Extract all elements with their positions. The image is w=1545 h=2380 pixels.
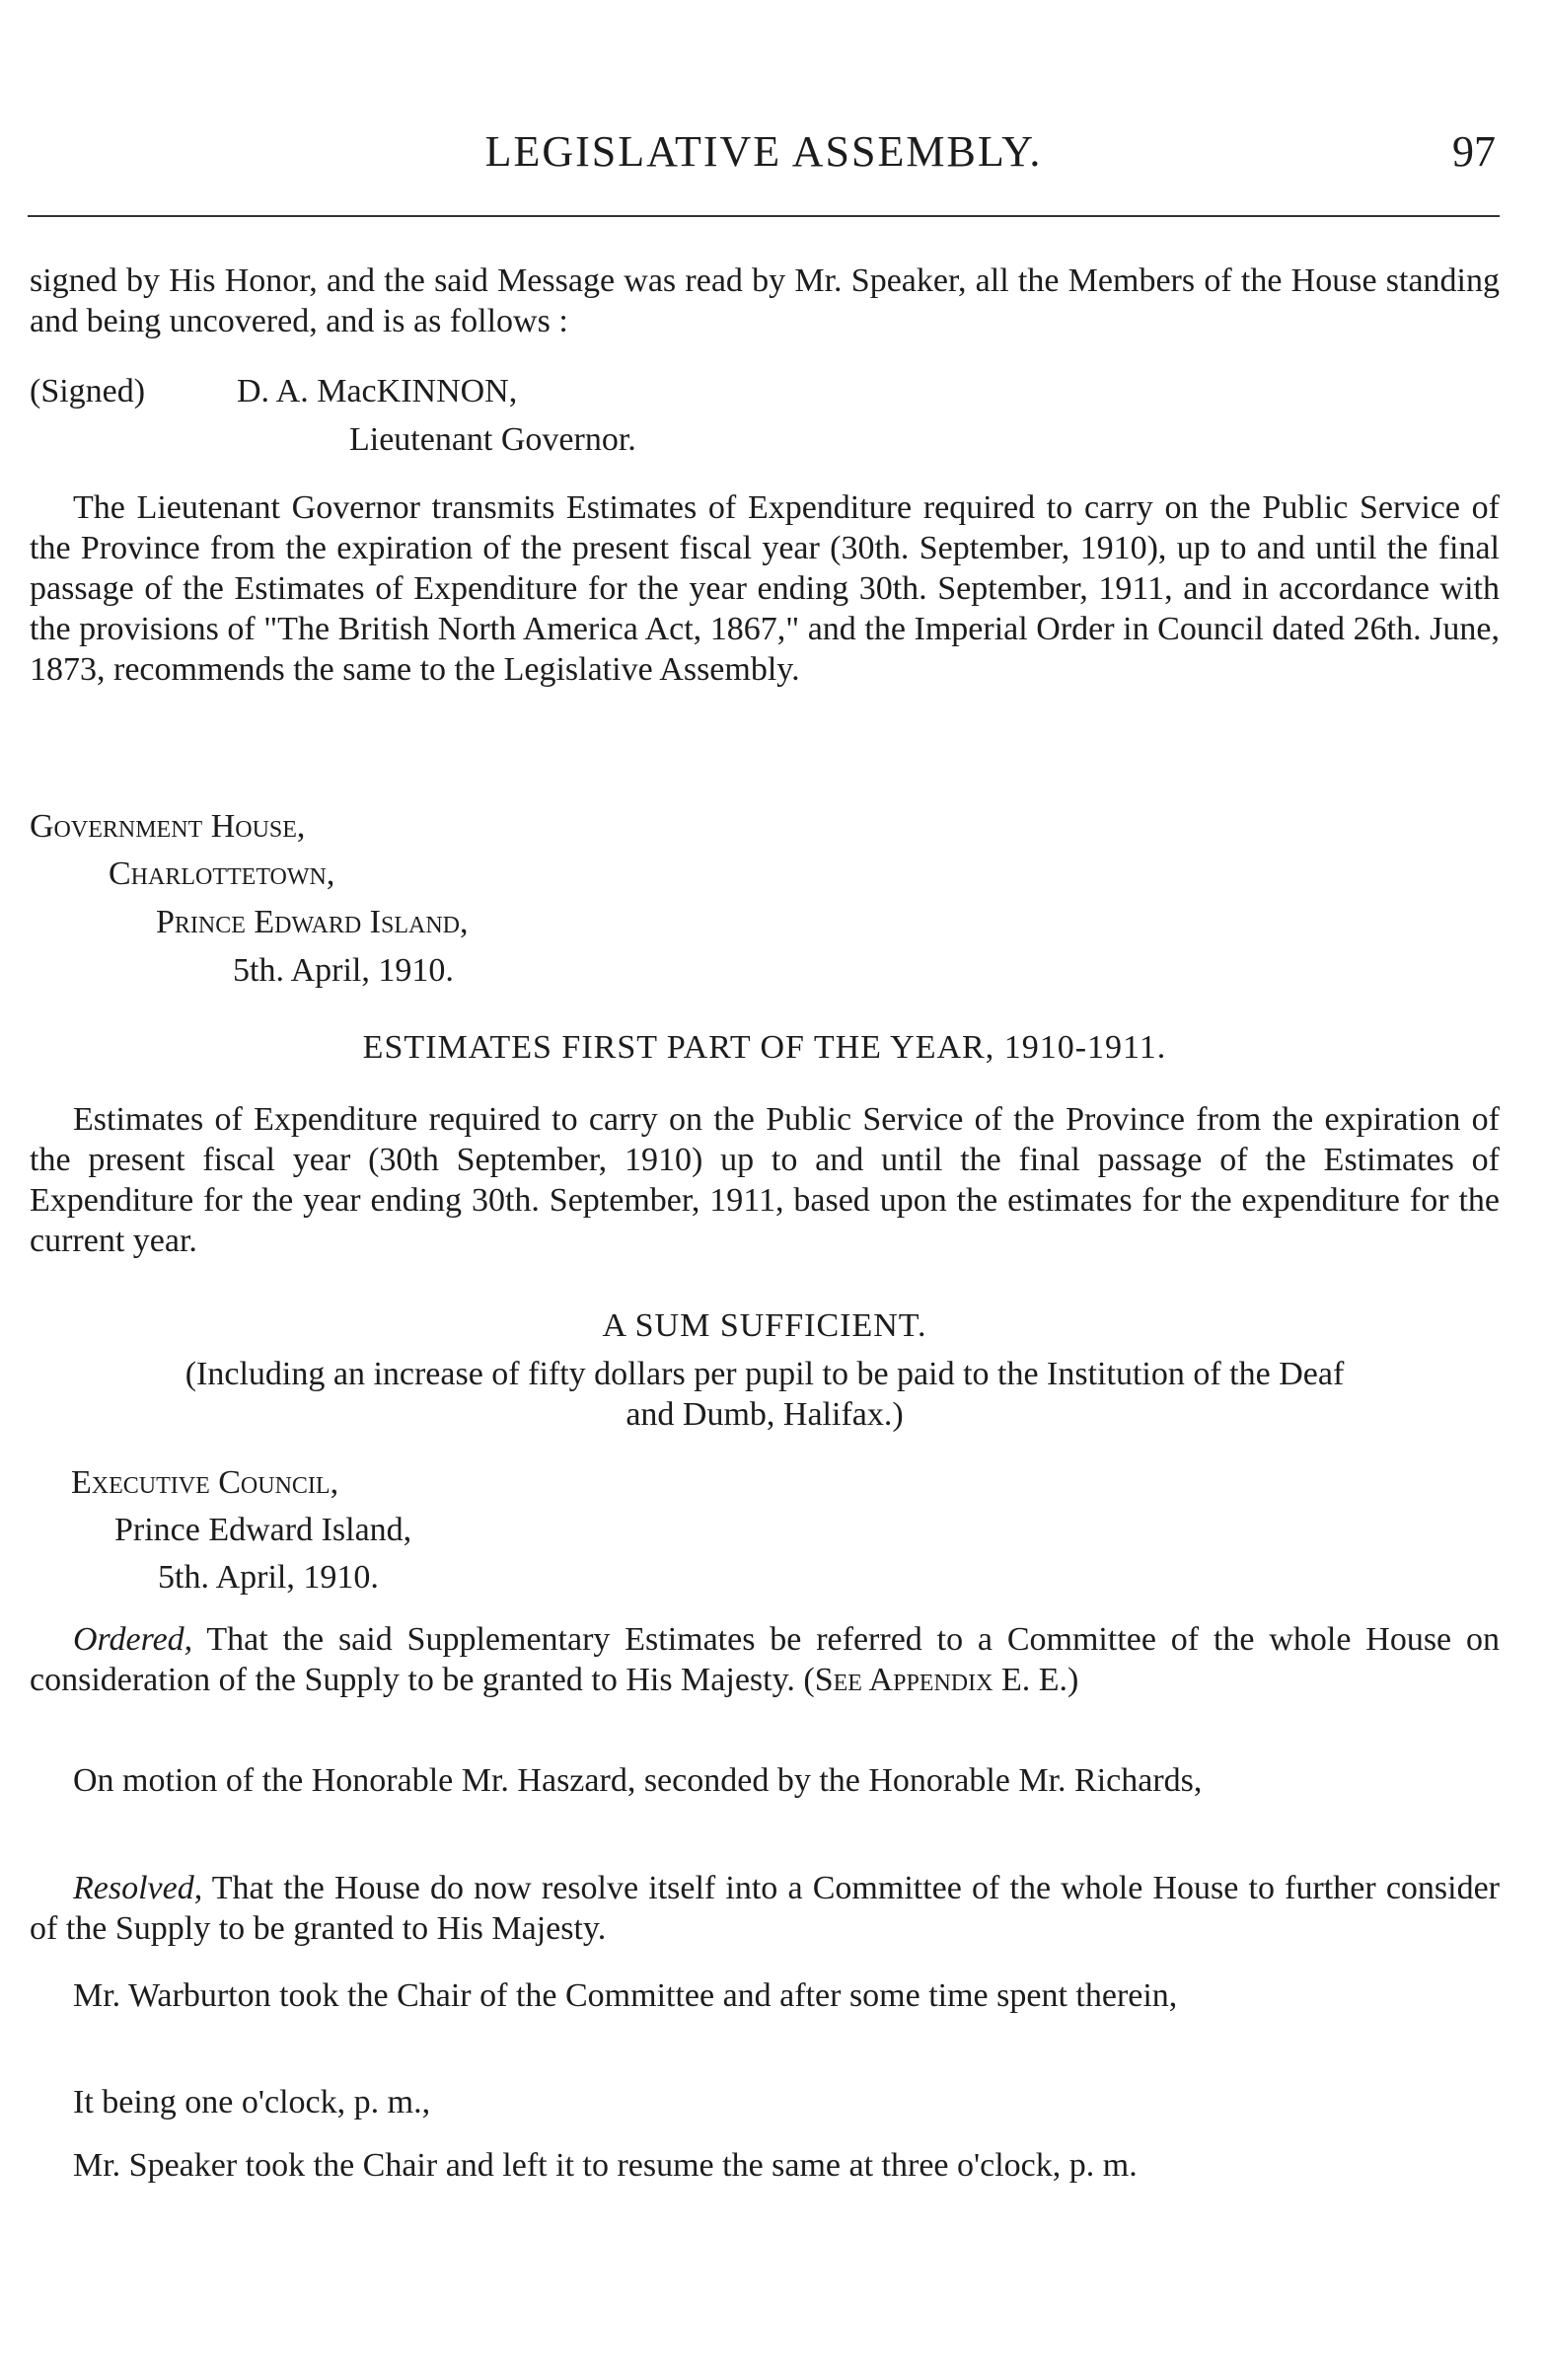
signature-name: D. A. MacKINNON,: [237, 373, 518, 409]
one-oclock-paragraph: It being one o'clock, p. m.,: [73, 2084, 431, 2120]
address-line-3: Prince Edward Island,: [156, 904, 469, 940]
ordered-paragraph: [30, 1619, 1500, 1700]
signature-prefix: (Signed): [30, 373, 146, 409]
warburton-paragraph: Mr. Warburton took the Chair of the Committee and after some time spent therein,: [73, 1977, 1178, 2014]
council-line-2: Prince Edward Island,: [114, 1512, 412, 1548]
estimates-paragraph: Estimates of Expenditure required to carry on the Public Service of the Province from the expiration of the present fiscal year (30th September, 1910) up to and until the final passage of the Estimates of Expenditure for the year ending 30th. September, 1911, based upon the estimates for the expenditure for the current year.: [30, 1101, 1500, 1259]
signature-office: Lieutenant Governor.: [349, 421, 636, 458]
resolved-label: Resolved,: [73, 1870, 203, 1906]
message-paragraph: The Lieutenant Governor transmits Estimates of Expenditure required to carry on the Public Service of the Province from the expiration of the present fiscal year (30th. September, 1910), up to and until the final passage of the Estimates of Expenditure for the year ending 30th. September, 1911, and in accordance with the provisions of "The British North America Act, 1867," and the Imperial Order in Council dated 26th. June, 1873, recommends the same to the Legislative Assembly.: [30, 489, 1500, 688]
page-number: 97: [1452, 127, 1496, 176]
sum-heading: A SUM SUFFICIENT.: [602, 1307, 927, 1344]
header-rule: [28, 215, 1500, 217]
resolved-text: That the House do now resolve itself into a Committee of the whole House to further consider of the Supply to be granted to His Majesty.: [30, 1870, 1500, 1947]
council-line-1: Executive Council,: [71, 1464, 339, 1501]
ordered-reference: (See Appendix E. E.): [803, 1662, 1079, 1698]
ordered-label: Ordered,: [73, 1621, 193, 1658]
intro-paragraph: signed by His Honor, and the said Message was read by Mr. Speaker, all the Members of the House standing and being uncovered, and is as follows :: [30, 262, 1500, 339]
speaker-paragraph: Mr. Speaker took the Chair and left it to resume the same at three o'clock, p. m.: [73, 2147, 1138, 2184]
estimates-heading: ESTIMATES FIRST PART OF THE YEAR, 1910-1911.: [362, 1029, 1167, 1066]
address-line-2: Charlottetown,: [109, 855, 335, 892]
address-date: 5th. April, 1910.: [233, 952, 454, 989]
motion-paragraph: On motion of the Honorable Mr. Haszard, seconded by the Honorable Mr. Richards,: [73, 1762, 1203, 1799]
sum-note: (Including an increase of fifty dollars per pupil to be paid to the Institution of the Deaf and Dumb, Halifax.): [184, 1356, 1345, 1433]
ordered-text: That the said Supplementary Estimates be referred to a Committee of the whole House on consideration of the Supply to be granted to His Majesty.: [30, 1621, 1500, 1698]
resolved-paragraph: [30, 1868, 1500, 1949]
running-title: LEGISLATIVE ASSEMBLY.: [484, 127, 1043, 176]
address-line-1: Government House,: [30, 808, 306, 845]
council-date: 5th. April, 1910.: [158, 1559, 379, 1596]
page-header: [28, 126, 1500, 186]
